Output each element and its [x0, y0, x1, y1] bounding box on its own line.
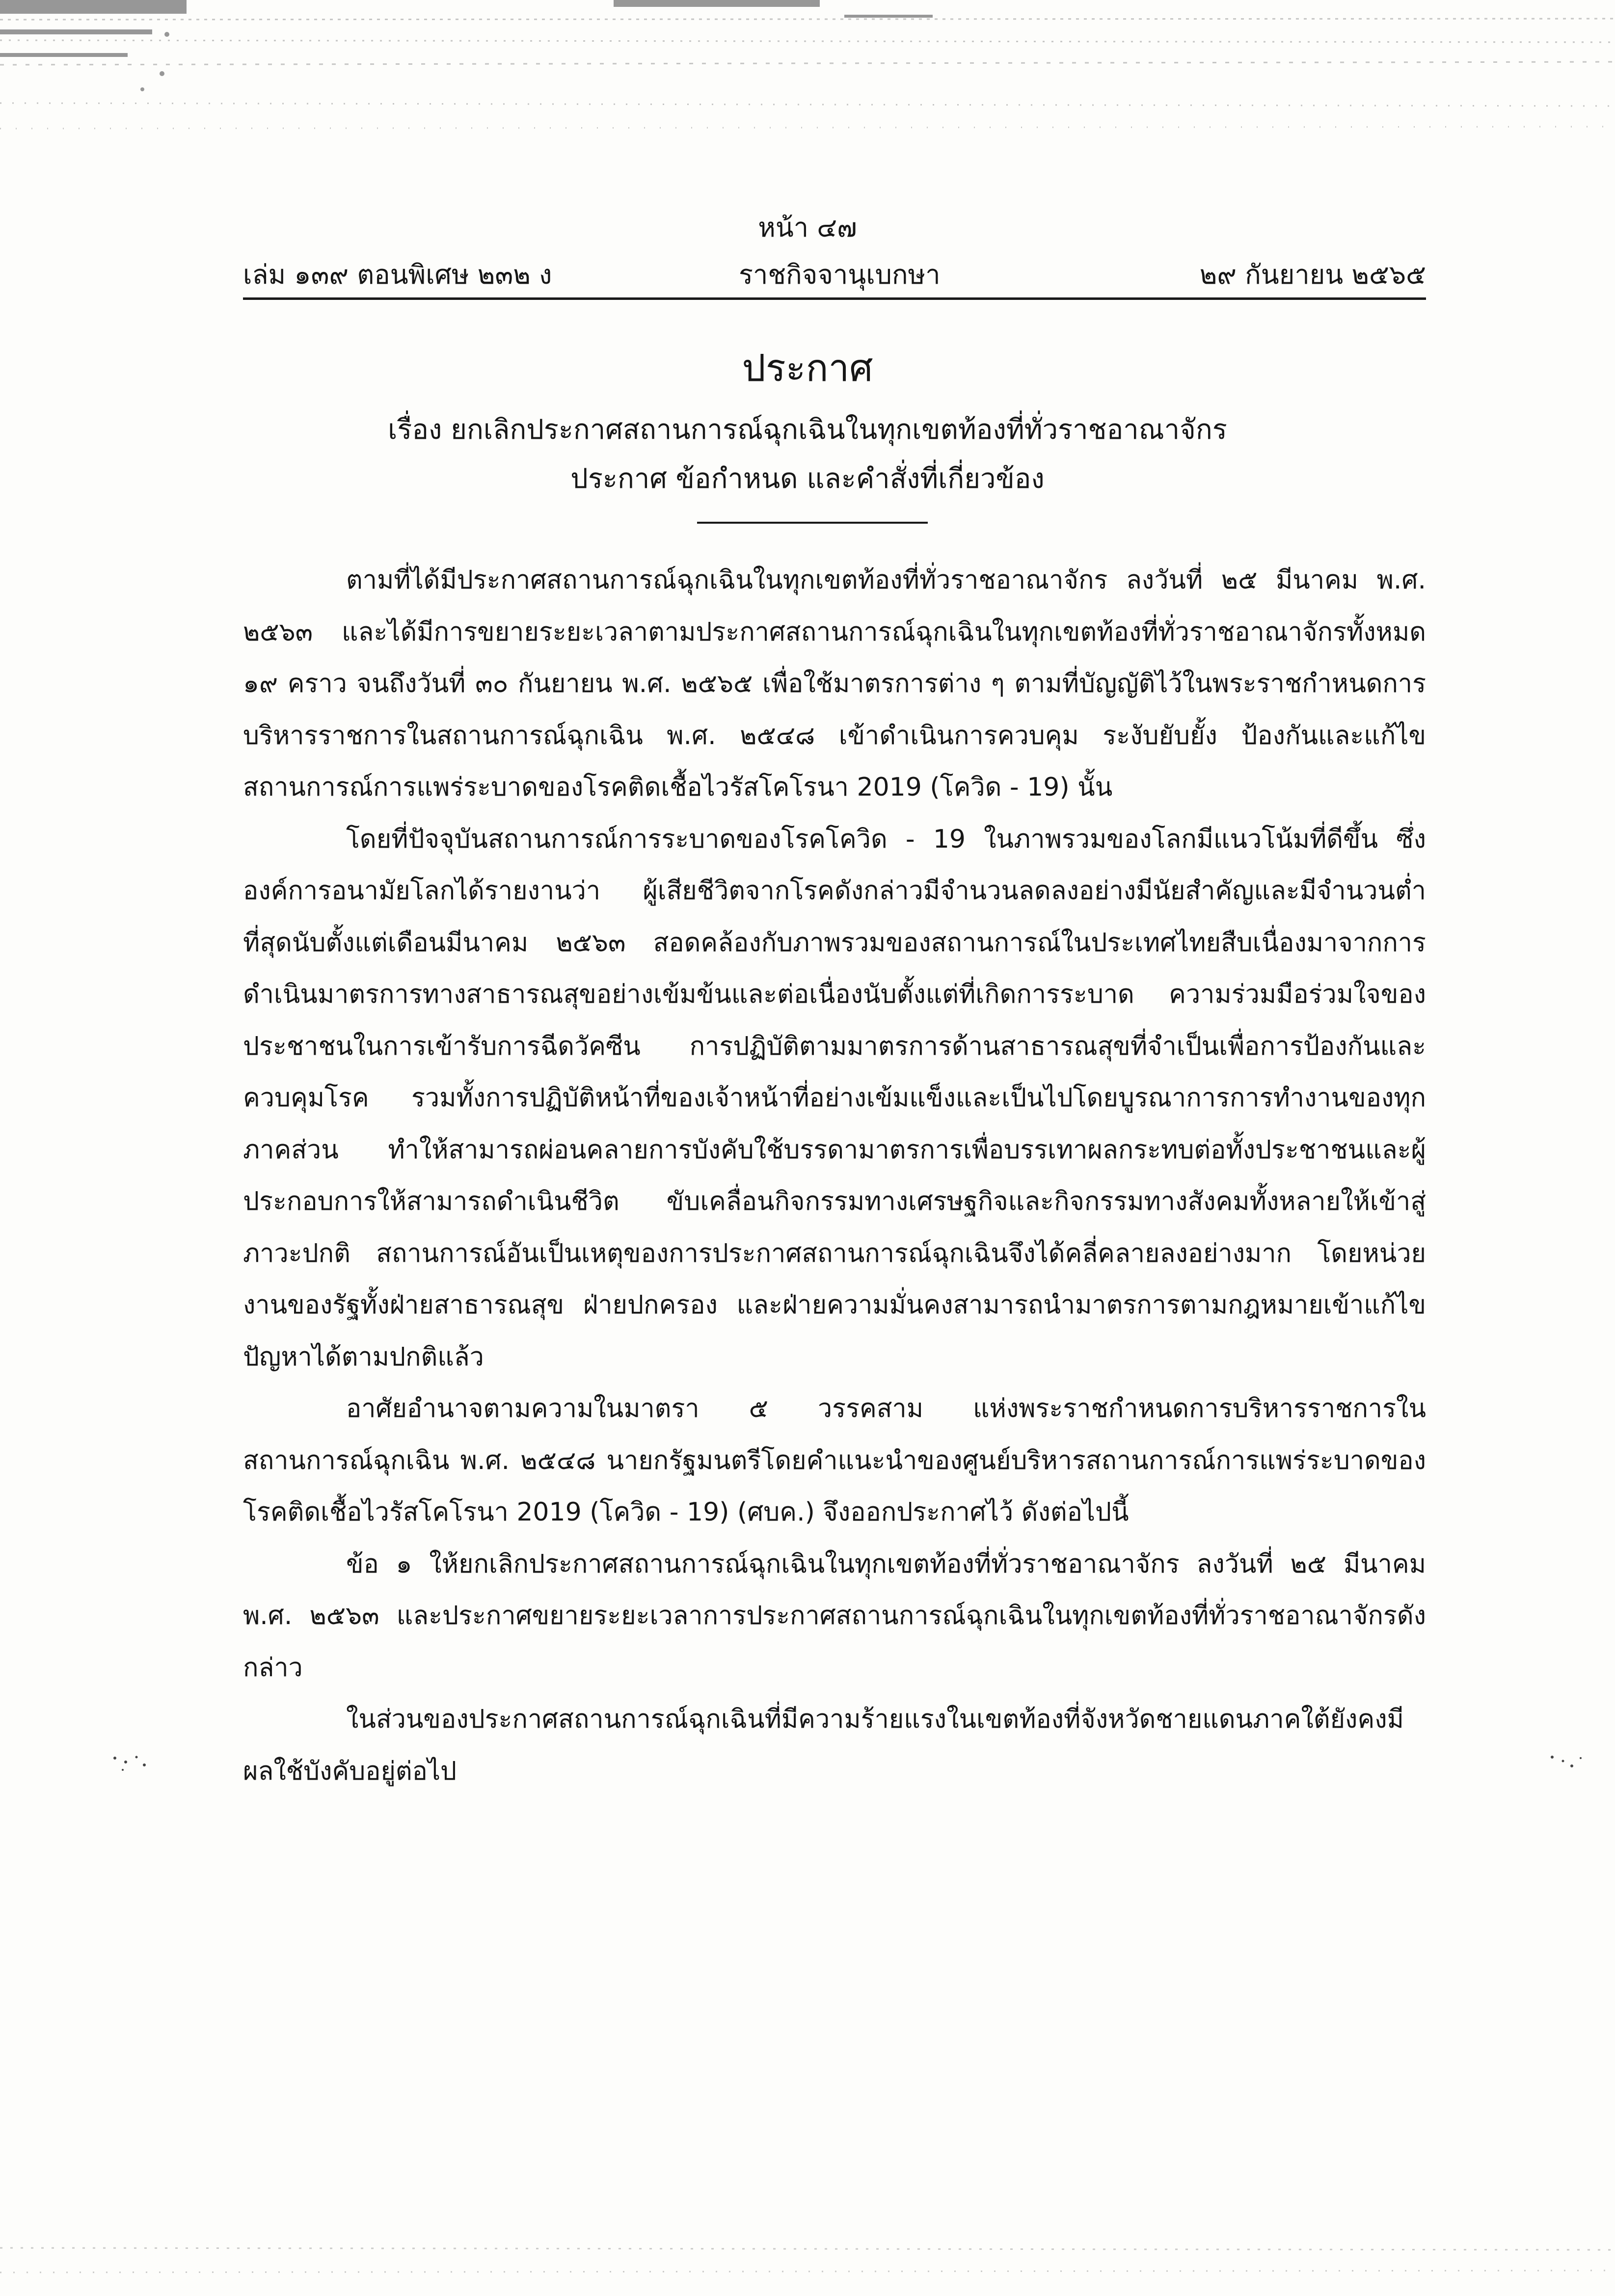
subject-line-2: ประกาศ ข้อกำหนด และคำสั่งที่เกี่ยวข้อง: [570, 463, 1045, 495]
scan-speck-right: [1546, 1747, 1605, 1777]
title-divider: [697, 522, 928, 524]
gazette-header: [243, 253, 1426, 300]
paragraph-preamble: ตามที่ได้มีประกาศสถานการณ์ฉุกเฉินในทุกเขตท้องที่ทั่วราชอาณาจักร ลงวันที่ ๒๕ มีนาคม พ.ศ. ๒๕๖๓ และได้มีการขยายระยะเวลาตามประกาศสถานการณ์ฉุกเฉินในทุกเขตท้องที่ทั่วราชอาณาจักรทั้งหมด ๑๙ คราว จนถึงวันที่ ๓๐ กันยายน พ.ศ. ๒๕๖๕ เพื่อใช้มาตรการต่าง ๆ ตามที่บัญญัติไว้ในพระราชกำหนดการบริหารราชการในสถานการณ์ฉุกเฉิน พ.ศ. ๒๕๔๘ เข้าดำเนินการควบคุม ระงับยับยั้ง ป้องกันและแก้ไขสถานการณ์การแพร่ระบาดของโรคติดเชื้อไวรัสโคโรนา 2019 (โควิด - 19) นั้น: [243, 565, 1426, 802]
scan-noise-top: [0, 0, 1615, 162]
paragraph-authority: อาศัยอำนาจตามความในมาตรา ๕ วรรคสาม แห่งพระราชกำหนดการบริหารราชการในสถานการณ์ฉุกเฉิน พ.ศ. ๒๕๔๘ นายกรัฐมนตรีโดยคำแนะนำของศูนย์บริหารสถานการณ์การแพร่ระบาดของโรคติดเชื้อไวรัสโคโรนา 2019 (โควิด - 19) (ศบค.) จึงออกประกาศไว้ ดังต่อไปนี้: [243, 1394, 1426, 1527]
page-number: หน้า ๔๗: [758, 212, 857, 243]
scan-noise-bottom: [0, 2238, 1615, 2296]
announcement-body: [243, 555, 1426, 1797]
volume-issue: เล่ม ๑๓๙ ตอนพิเศษ ๒๓๒ ง: [243, 259, 552, 290]
publication-name: ราชกิจจานุเบกษา: [739, 259, 941, 290]
scan-speck-left: [108, 1747, 167, 1777]
paragraph-southern-provinces: ในส่วนของประกาศสถานการณ์ฉุกเฉินที่มีความร้ายแรงในเขตท้องที่จังหวัดชายแดนภาคใต้ยังคงมีผลใช้บังคับอยู่ต่อไป: [243, 1705, 1404, 1786]
subject-line-1: เรื่อง ยกเลิกประกาศสถานการณ์ฉุกเฉินในทุกเขตท้องที่ทั่วราชอาณาจักร: [388, 414, 1227, 446]
announcement-title: ประกาศ: [742, 346, 873, 390]
paragraph-clause-1: ข้อ ๑ ให้ยกเลิกประกาศสถานการณ์ฉุกเฉินในทุกเขตท้องที่ทั่วราชอาณาจักร ลงวันที่ ๒๕ มีนาคม พ.ศ. ๒๕๖๓ และประกาศขยายระยะเวลาการประกาศสถานการณ์ฉุกเฉินในทุกเขตท้องที่ทั่วราชอาณาจักรดังกล่าว: [243, 1549, 1426, 1682]
publication-date: ๒๙ กันยายน ๒๕๖๕: [1199, 259, 1426, 290]
paragraph-rationale: โดยที่ปัจจุบันสถานการณ์การระบาดของโรคโควิด - 19 ในภาพรวมของโลกมีแนวโน้มที่ดีขึ้น ซึ่งองค์การอนามัยโลกได้รายงานว่า ผู้เสียชีวิตจากโรคดังกล่าวมีจำนวนลดลงอย่างมีนัยสำคัญและมีจำนวนต่ำที่สุดนับตั้งแต่เดือนมีนาคม ๒๕๖๓ สอดคล้องกับภาพรวมของสถานการณ์ในประเทศไทยสืบเนื่องมาจากการดำเนินมาตรการทางสาธารณสุขอย่างเข้มข้นและต่อเนื่องนับตั้งแต่ที่เกิดการระบาด ความร่วมมือร่วมใจของประชาชนในการเข้ารับการฉีดวัคซีน การปฏิบัติตามมาตรการด้านสาธารณสุขที่จำเป็นเพื่อการป้องกันและควบคุมโรค รวมทั้งการปฏิบัติหน้าที่ของเจ้าหน้าที่อย่างเข้มแข็งและเป็นไปโดยบูรณาการการทำงานของทุกภาคส่วน ทำให้สามารถผ่อนคลายการบังคับใช้บรรดามาตรการเพื่อบรรเทาผลกระทบต่อทั้งประชาชนและผู้ประกอบการให้สามารถดำเนินชีวิต ขับเคลื่อนกิจกรรมทางเศรษฐกิจและกิจกรรมทางสังคมทั้งหลายให้เข้าสู่ภาวะปกติ สถานการณ์อันเป็นเหตุของการประกาศสถานการณ์ฉุกเฉินจึงได้คลี่คลายลงอย่างมาก โดยหน่วยงานของรัฐทั้งฝ่ายสาธารณสุข ฝ่ายปกครอง และฝ่ายความมั่นคงสามารถนำมาตรการตามกฎหมายเข้าแก้ไขปัญหาได้ตามปกติแล้ว: [243, 824, 1426, 1372]
